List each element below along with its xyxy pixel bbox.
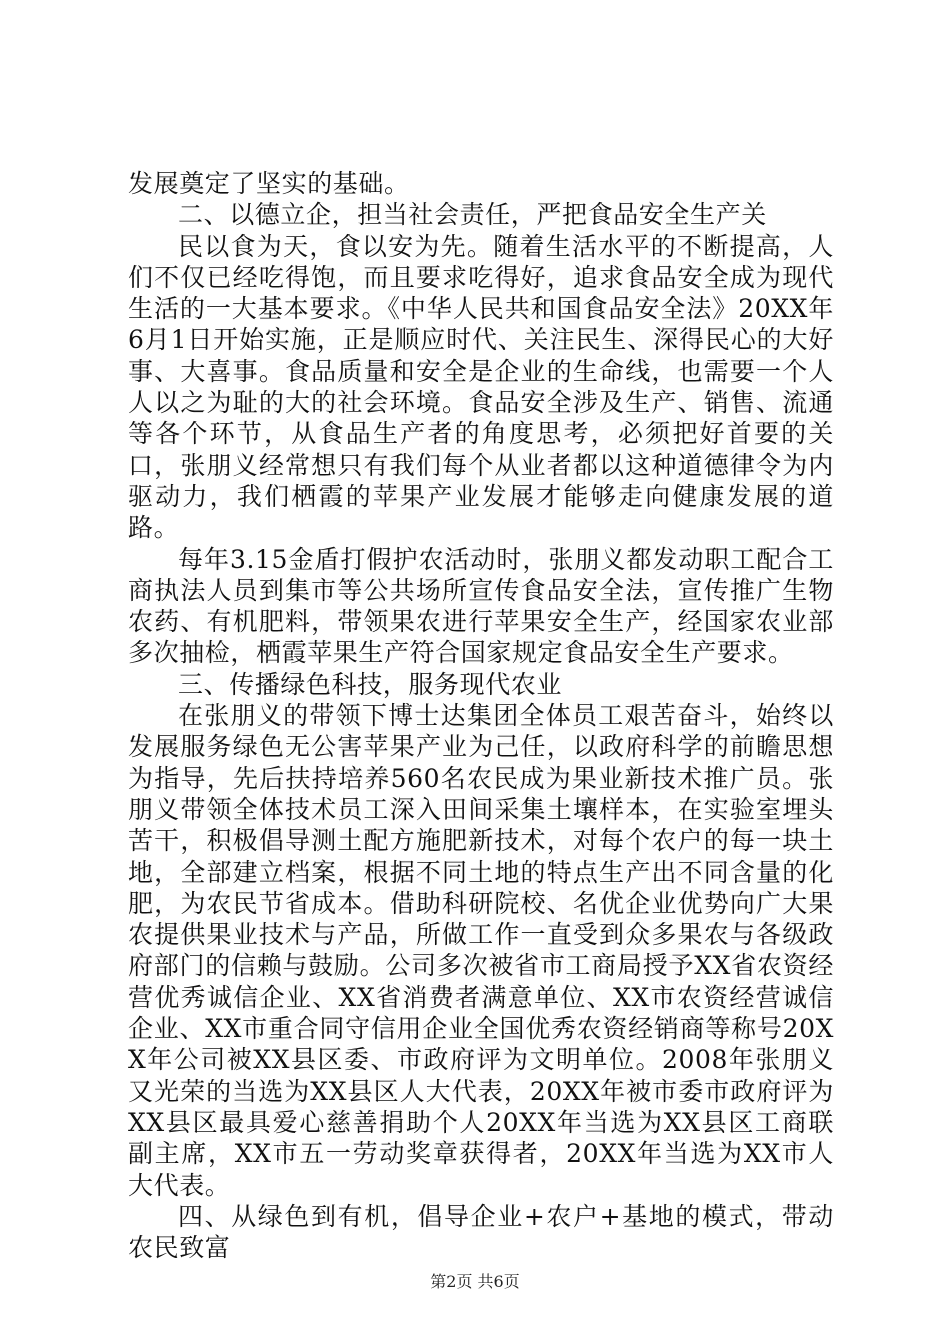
- paragraph-green-tech: 在张朋义的带领下博士达集团全体员工艰苦奋斗，始终以发展服务绿色无公害苹果产业为己任，以政府科学的前瞻思想为指导，先后扶持培养560名农民成为果业新技术推广员。张朋义带领全体技术员工深入田间采集土壤样本，在实验室埋头苦干，积极倡导测土配方施肥新技术，对每个农户的每一块土地，全部建立档案，根据不同土地的特点生产出不同含量的化肥，为农民节省成本。借助科研院校、名优企业优势向广大果农提供果业技术与产品，所做工作一直受到众多果农与各级政府部门的信赖与鼓励。公司多次被省市工商局授予XX省农资经营优秀诚信企业、XX省消费者满意单位、XX市农资经营诚信企业、XX市重合同守信用企业全国优秀农资经销商等称号20XX年公司被XX县区委、市政府评为文明单位。2008年张朋义又光荣的当选为XX县区人大代表，20XX年被市委市政府评为XX县区最具爱心慈善捐助个人20XX年当选为XX县区工商联副主席，XX市五一劳动奖章获得者，20XX年当选为XX市人大代表。: [128, 701, 834, 1200]
- document-body: [128, 168, 834, 1263]
- section-heading-2: 二、以德立企，担当社会责任，严把食品安全生产关: [178, 200, 767, 230]
- page-number: 第2页 共6页: [430, 1272, 520, 1291]
- paragraph-food-safety: 民以食为天，食以安为先。随着生活水平的不断提高，人们不仅已经吃得饱，而且要求吃得好，追求食品安全成为现代生活的一大基本要求。《中华人民共和国食品安全法》20XX年6月1日开始实施，正是顺应时代、关注民生、深得民心的大好事、大喜事。食品质量和安全是企业的生命线，也需要一个人人以之为耻的大的社会环境。食品安全涉及生产、销售、流通等各个环节，从食品生产者的角度思考，必须把好首要的关口，张朋义经常想只有我们每个从业者都以这种道德律令为内驱动力，我们栖霞的苹果产业发展才能够走向健康发展的道路。: [128, 231, 834, 543]
- page-footer: [0, 1272, 950, 1292]
- section-heading-3: 三、传播绿色科技，服务现代农业: [178, 669, 563, 699]
- paragraph-continuation: 发展奠定了坚实的基础。: [128, 169, 410, 198]
- section-heading-4: 四、从绿色到有机，倡导企业+农户+基地的模式，带动农民致富: [128, 1201, 834, 1263]
- paragraph-315-campaign: 每年3.15金盾打假护农活动时，张朋义都发动职工配合工商执法人员到集市等公共场所宣传食品安全法，宣传推广生物农药、有机肥料，带领果农进行苹果安全生产，经国家农业部多次抽检，栖霞苹果生产符合国家规定食品安全生产要求。: [128, 544, 834, 668]
